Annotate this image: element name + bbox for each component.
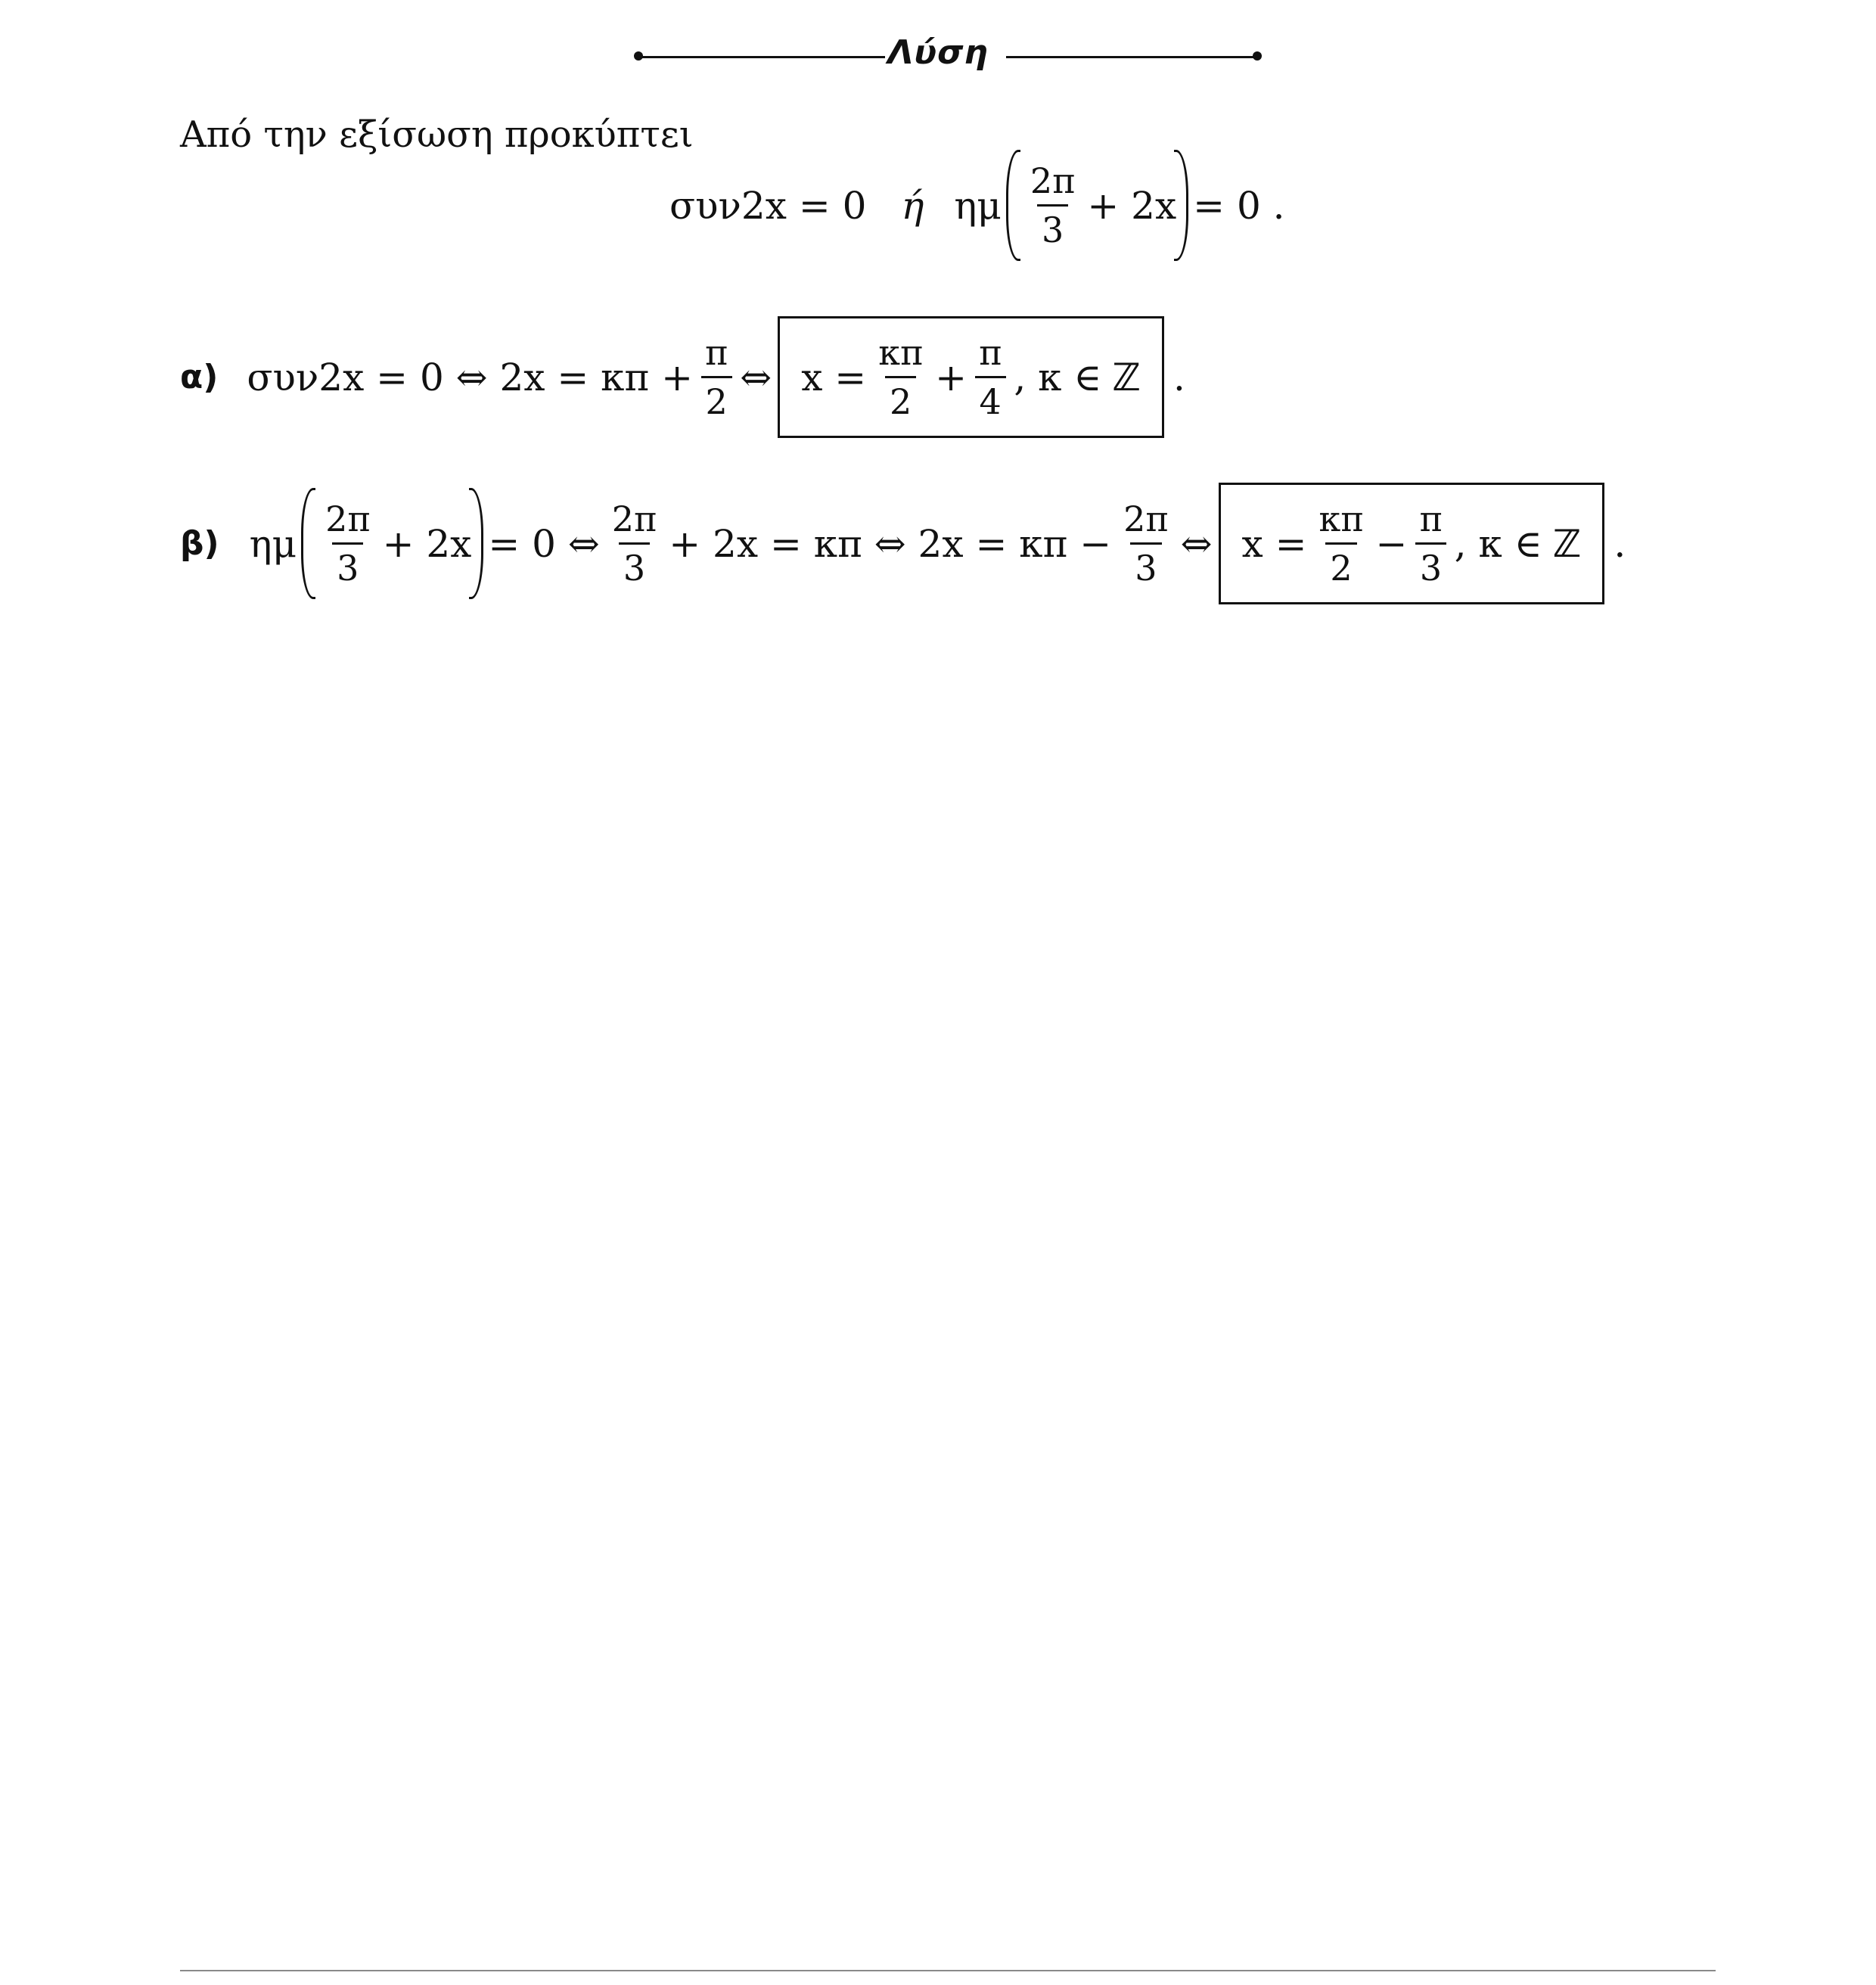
part-a-period: . bbox=[1173, 355, 1185, 399]
main-eq-fraction bbox=[1026, 160, 1080, 250]
part-a-equation bbox=[180, 316, 1185, 438]
integers-symbol: ℤ bbox=[1112, 355, 1141, 399]
fraction-numerator: κπ bbox=[878, 332, 924, 373]
main-eq-right: = 0 . bbox=[1193, 183, 1285, 228]
main-eq-left: συν2x = 0 bbox=[669, 183, 867, 228]
fraction-numerator: 2π bbox=[1030, 160, 1076, 201]
header-right-rule bbox=[1006, 56, 1256, 58]
box-fraction-2 bbox=[974, 332, 1006, 422]
part-b-label: β) bbox=[180, 523, 219, 563]
box-lhs: x = bbox=[801, 355, 867, 399]
part-b-parenthesis bbox=[301, 499, 483, 589]
fraction-numerator: 2π bbox=[611, 499, 657, 539]
box-lhs: x = bbox=[1241, 521, 1307, 566]
header-left-rule bbox=[638, 56, 885, 58]
box-fraction-2 bbox=[1415, 499, 1446, 589]
fraction-numerator: π bbox=[1419, 499, 1443, 539]
footer-rule bbox=[180, 1970, 1716, 1971]
solution-title: Λύση bbox=[887, 33, 989, 72]
part-a-boxed-solution bbox=[778, 316, 1164, 438]
part-b-plus-2x: + 2x bbox=[382, 521, 472, 566]
part-a-arrow: ⇔ bbox=[740, 355, 772, 399]
fraction-numerator: π bbox=[705, 332, 728, 373]
part-a-fraction bbox=[700, 332, 732, 422]
box-plus: + bbox=[935, 355, 968, 399]
fraction-denominator: 3 bbox=[1037, 204, 1068, 247]
box-fraction-1 bbox=[1315, 499, 1368, 589]
part-b-func: ημ bbox=[249, 521, 297, 566]
part-b-step2: + 2x = κπ ⇔ 2x = κπ − bbox=[669, 521, 1112, 566]
main-eq-func: ημ bbox=[954, 183, 1002, 228]
part-b-fraction-3 bbox=[1119, 499, 1173, 589]
box-fraction-1 bbox=[874, 332, 927, 422]
fraction-numerator: κπ bbox=[1318, 499, 1364, 539]
main-equation bbox=[669, 160, 1285, 250]
fraction-denominator: 3 bbox=[619, 542, 650, 586]
part-b-boxed-solution bbox=[1219, 483, 1605, 604]
fraction-numerator: π bbox=[979, 332, 1002, 373]
header-right-dot bbox=[1253, 51, 1262, 61]
main-eq-plus-2x: + 2x bbox=[1087, 183, 1177, 228]
box-tail: , κ ∈ bbox=[1454, 521, 1542, 566]
fraction-denominator: 3 bbox=[1130, 542, 1161, 586]
part-b-arrow: ⇔ bbox=[1180, 521, 1213, 566]
part-b-fraction-2 bbox=[607, 499, 662, 589]
fraction-denominator: 2 bbox=[1325, 542, 1356, 586]
box-tail: , κ ∈ bbox=[1014, 355, 1102, 399]
part-b-paren-fraction bbox=[321, 499, 375, 589]
integers-symbol: ℤ bbox=[1552, 521, 1582, 566]
part-a-step1: συν2x = 0 ⇔ 2x = κπ + bbox=[247, 355, 694, 399]
part-b-equation bbox=[180, 483, 1626, 604]
fraction-denominator: 2 bbox=[701, 376, 732, 419]
part-a-label: α) bbox=[180, 357, 219, 396]
fraction-numerator: 2π bbox=[1123, 499, 1169, 539]
fraction-denominator: 3 bbox=[332, 542, 363, 586]
part-b-period: . bbox=[1614, 521, 1626, 566]
main-eq-or: ή bbox=[901, 183, 924, 228]
part-b-eq-zero: = 0 ⇔ bbox=[488, 521, 600, 566]
fraction-numerator: 2π bbox=[325, 499, 371, 539]
fraction-denominator: 3 bbox=[1415, 542, 1446, 586]
intro-text: Από την εξίσωση προκύπτει bbox=[180, 113, 694, 156]
fraction-denominator: 2 bbox=[885, 376, 916, 419]
main-eq-parenthesis bbox=[1006, 160, 1188, 250]
fraction-denominator: 4 bbox=[975, 376, 1006, 419]
box-minus: − bbox=[1375, 521, 1408, 566]
